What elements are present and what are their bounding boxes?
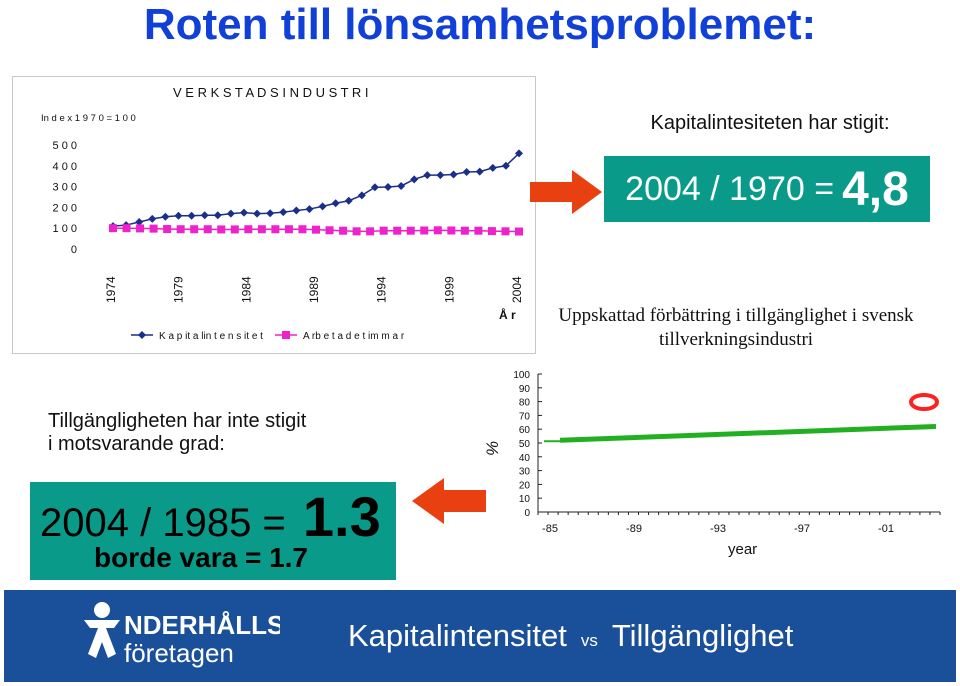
arbetade-timmar-point <box>326 226 334 234</box>
kapitalintensitet-point <box>476 168 484 176</box>
arbetade-timmar-point <box>447 226 455 234</box>
tillganglighet-text-line2: i motsvarande grad: <box>48 433 225 455</box>
chart1-ytick: 3 0 0 <box>52 181 77 194</box>
arbetade-timmar-point <box>501 227 509 235</box>
arbetade-timmar-point <box>488 227 496 235</box>
chart2-ytick: 30 <box>518 466 530 478</box>
arbetade-timmar-point <box>312 226 320 234</box>
underhallsforetagen-logo <box>80 598 280 673</box>
kapitalintensitet-line <box>113 153 519 226</box>
arbetade-timmar-point <box>217 225 225 233</box>
arbetade-timmar-point <box>285 225 293 233</box>
logo-line1: NDERHÅLLS <box>124 610 280 640</box>
kapitalintensitet-point <box>319 202 327 210</box>
chart2-xtick: -85 <box>542 523 558 535</box>
chart1-ytick: 0 <box>70 244 77 256</box>
kapitalintensitet-point <box>371 183 379 191</box>
footer-vs: vs <box>580 631 598 650</box>
chart1-title: V E R K S T A D S I N D U S T R I <box>173 85 369 100</box>
footer-left: Kapitalintensitet <box>348 618 567 653</box>
kapitalintensitet-point <box>358 191 366 199</box>
tillganglighet-chart <box>478 360 958 584</box>
chart1-xlabel: Å r <box>499 308 516 322</box>
kapitalintensitet-point <box>384 183 392 191</box>
arbetade-timmar-point <box>366 227 374 235</box>
kapitalintensitet-point <box>410 175 418 183</box>
ratio2-value: 1.3 <box>302 485 381 548</box>
tillganglighet-text-line1: Tillgängligheten har inte stigit <box>48 410 307 432</box>
chart2-xtick: -89 <box>626 523 642 535</box>
kapitalintensitet-point <box>450 171 458 179</box>
kapitalintensitet-point <box>436 171 444 179</box>
borde-vara-text: borde vara = 1.7 <box>94 542 309 573</box>
kapitalintensitet-point <box>253 210 261 218</box>
chart2-ytick: 10 <box>518 494 530 506</box>
arbetade-timmar-point <box>393 227 401 235</box>
kapitalintensitet-point <box>240 209 248 217</box>
tillganglighet-text <box>48 410 306 456</box>
kapitalintensitet-point <box>489 164 497 172</box>
kapitalintensitet-point <box>201 211 209 219</box>
arbetade-timmar-point <box>204 225 212 233</box>
chart1-xtick: 1999 <box>442 276 457 303</box>
kapitalintensitet-text: Kapitalintesiteten har stigit: <box>650 112 890 134</box>
verkstadsindustri-chart <box>12 76 536 354</box>
ratio1-text: 2004 / 1970 = <box>625 169 835 208</box>
chart2-ytick: 0 <box>524 508 530 519</box>
chart1-xtick: 2004 <box>510 276 524 303</box>
arrow-right-icon <box>528 168 604 216</box>
ratio1-value: 4,8 <box>842 162 909 216</box>
arbetade-timmar-point <box>109 224 117 232</box>
chart1-xtick: 1989 <box>307 276 321 303</box>
kapitalintensitet-point <box>332 199 340 207</box>
chart1-xtick: 1979 <box>171 276 186 303</box>
chart1-xtick: 1974 <box>104 276 118 303</box>
footer-right: Tillgänglighet <box>611 618 794 653</box>
chart2-ytick: 100 <box>513 370 530 381</box>
kapitalintensitet-point <box>214 211 222 219</box>
ratio-box-1 <box>604 156 930 222</box>
footer-title <box>348 618 793 654</box>
kapitalintensitet-point <box>174 212 182 220</box>
arbetade-timmar-point <box>339 227 347 235</box>
legend-arbetade-timmar: A rb e t a d e t im m a r <box>303 331 405 342</box>
chart1-ylabel: In d e x 1 9 7 0 = 1 0 0 <box>41 113 136 124</box>
chart2-xtick: -97 <box>794 523 810 535</box>
arbetade-timmar-point <box>380 227 388 235</box>
arbetade-timmar-point <box>298 225 306 233</box>
chart1-ytick: 1 0 0 <box>52 223 77 236</box>
chart2-ytick: 80 <box>518 397 530 409</box>
kapitalintensitet-point <box>266 209 274 217</box>
kapitalintensitet-point <box>305 205 313 213</box>
kapitalintensitet-point <box>148 215 156 223</box>
highlight-circle <box>911 395 937 409</box>
arbetade-timmar-point <box>271 225 279 233</box>
arbetade-timmar-point <box>136 224 144 232</box>
page-title: Roten till lönsamhetsproblemet: <box>143 0 817 49</box>
kapitalintensitet-point <box>345 197 353 205</box>
arbetade-timmar-point <box>353 227 361 235</box>
chart1-xtick: 1994 <box>374 276 389 303</box>
chart2-title: Uppskattad förbättring i tillgänglighet i svensk tillverkningsindustri <box>558 305 914 350</box>
arbetade-timmar-point <box>190 225 198 233</box>
kapitalintensitet-point <box>279 208 287 216</box>
arbetade-timmar-point <box>150 225 158 233</box>
ratio2-text: 2004 / 1985 = <box>40 501 286 545</box>
chart1-xtick: 1984 <box>239 276 254 303</box>
chart2-ytick: 90 <box>518 383 530 395</box>
arbetade-timmar-point <box>231 225 239 233</box>
arbetade-timmar-point <box>244 225 252 233</box>
arbetade-timmar-point <box>420 226 428 234</box>
chart2-xtick: -01 <box>878 523 894 535</box>
verkstadsindustri-chart-svg <box>13 77 535 353</box>
tillganglighet-line <box>560 426 936 440</box>
kapitalintensitet-point <box>188 212 196 220</box>
kapitalintensitet-point <box>227 210 235 218</box>
chart2-xtick: -93 <box>710 523 726 535</box>
arbetade-timmar-point <box>163 225 171 233</box>
logo-figure-icon <box>80 598 280 668</box>
chart1-ytick: 2 0 0 <box>52 202 77 215</box>
arbetade-timmar-point <box>177 225 185 233</box>
chart2-ytick: 60 <box>518 425 530 437</box>
arbetade-timmar-point <box>258 225 266 233</box>
chart2-ytick: 70 <box>518 411 530 423</box>
arbetade-timmar-point <box>123 224 131 232</box>
chart2-ylabel: % <box>483 440 502 456</box>
kapitalintensitet-point <box>161 213 169 221</box>
legend-kapitalintensitet: K a p it a lin t e n s it e t <box>159 331 263 342</box>
kapitalintensitet-point <box>292 207 300 215</box>
chart1-ytick: 4 0 0 <box>52 160 77 173</box>
arrow-left-icon <box>410 476 488 526</box>
arbetade-timmar-point <box>434 226 442 234</box>
arbetade-timmar-point <box>515 228 523 236</box>
logo-line2: företagen <box>124 638 234 668</box>
chart2-ytick: 40 <box>518 452 530 464</box>
kapitalintensitet-point <box>423 171 431 179</box>
chart2-ytick: 20 <box>518 480 530 492</box>
arbetade-timmar-point <box>474 227 482 235</box>
chart2-xlabel: year <box>728 541 758 558</box>
tillganglighet-chart-svg <box>478 360 958 584</box>
chart2-ytick: 50 <box>518 439 530 450</box>
chart1-legend <box>131 331 405 342</box>
arbetade-timmar-point <box>461 227 469 235</box>
kapitalintensitet-point <box>463 168 471 176</box>
ratio2 <box>40 484 381 549</box>
kapitalintensitet-point <box>397 182 405 190</box>
chart1-ytick: 5 0 0 <box>52 140 77 152</box>
arbetade-timmar-point <box>407 227 415 235</box>
